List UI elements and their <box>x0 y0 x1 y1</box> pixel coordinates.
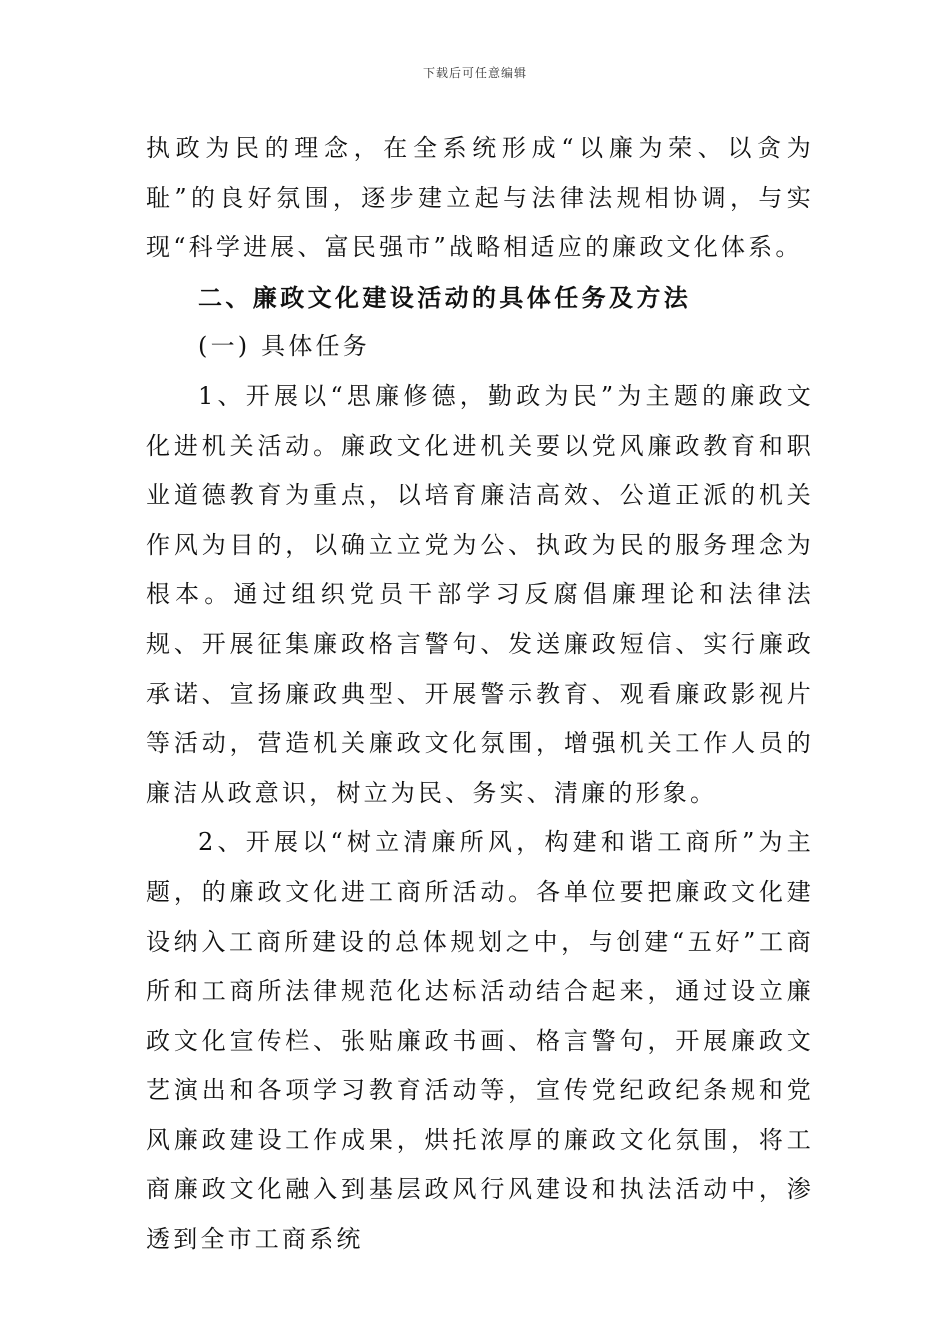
section-heading: 二、廉政文化建设活动的具体任务及方法 <box>198 282 692 312</box>
paragraph-continuation: 执政为民的理念，在全系统形成“以廉为荣、以贪为耻”的良好氛围，逐步建立起与法律法规相协调，与实现“科学进展、富民强市”战略相适应的廉政文化体系。 <box>146 134 814 262</box>
document-body <box>146 124 814 1265</box>
paragraph-item-2: 2、开展以“树立清廉所风，构建和谐工商所”为主题，的廉政文化进工商所活动。各单位要把廉政文化建设纳入工商所建设的总体规划之中，与创建“五好”工商所和工商所法律规范化达标活动结合起来，通过设立廉政文化宣传栏、张贴廉政书画、格言警句，开展廉政文艺演出和各项学习教育活动等，宣传党纪政纪条规和党风廉政建设工作成果，烘托浓厚的廉政文化氛围，将工商廉政文化融入到基层政风行风建设和执法活动中，渗透到全市工商系统 <box>146 828 814 1254</box>
page-header-note: 下载后可任意编辑 <box>422 66 527 80</box>
paragraph-item-1: 1、开展以“思廉修德，勤政为民”为主题的廉政文化进机关活动。廉政文化进机关要以党风廉政教育和职业道德教育为重点，以培育廉洁高效、公道正派的机关作风为目的，以确立立党为公、执政为民的服务理念为根本。通过组织党员干部学习反腐倡廉理论和法律法规、开展征集廉政格言警句、发送廉政短信、实行廉政承诺、宣扬廉政典型、开展警示教育、观看廉政影视片等活动，营造机关廉政文化氛围，增强机关工作人员的廉洁从政意识，树立为民、务实、清廉的形象。 <box>146 381 814 807</box>
subsection-heading: (一) 具体任务 <box>198 332 370 361</box>
